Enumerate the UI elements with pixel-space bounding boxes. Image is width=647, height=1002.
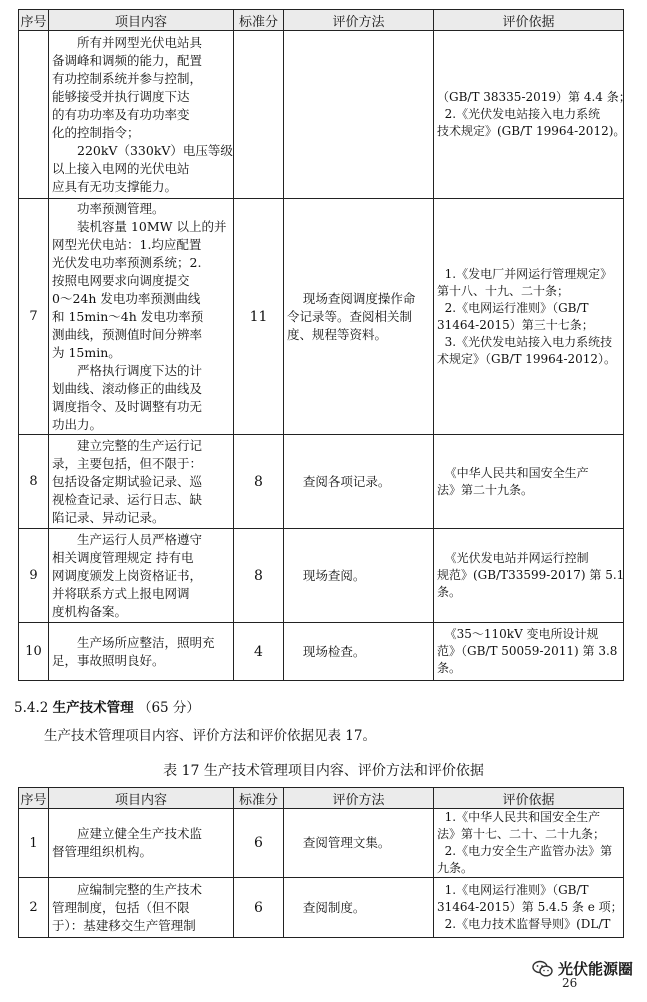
cell-basis [434,435,624,529]
table-row [19,529,624,623]
table-row [19,435,624,529]
content-line: 有功控制系统并参与控制， [52,70,203,86]
content-line: 备调峰和调频的能力，配置 [52,52,203,68]
cell-basis [434,199,624,435]
basis-line: 《35～110kV 变电所设计规 [437,627,599,641]
header-score: 标准分 [234,788,284,809]
content-line: 相关调度管理规定 持有电 [52,549,194,565]
content-line: 光伏发电功率预测系统；2. [52,254,202,270]
basis-line: 条。 [437,661,462,675]
content-line: 包括设备定期试验记录、巡 [52,473,203,489]
content-line: 划曲线、滚动修正的曲线及 [52,380,203,396]
cell-score [234,31,284,199]
cell-method [284,31,434,199]
content-line: 录，主要包括，但不限于： [52,455,203,471]
content-line: 功出力。 [52,416,103,432]
basis-line: 1.《中华人民共和国安全生产 [437,810,601,824]
content-line: 0～24h 发电功率预测曲线 [52,290,201,306]
table-row [19,878,624,938]
content-line: 视检查记录、运行日志、缺 [52,491,203,507]
table-header-row [19,10,624,31]
content-line: 应建立健全生产技术监 [77,826,203,841]
cell-method [284,809,434,878]
table-row [19,199,624,435]
content-line: 所有并网型光伏电站具 [77,34,203,50]
content-line: 管理制度，包括（但不限 [52,899,190,915]
cell-method [284,199,434,435]
method-line: 查阅制度。 [287,899,366,915]
basis-line: 31464-2015）第 5.4.5 条 e 项； [437,900,623,914]
basis-line: （GB/T 38335-2019）第 4.4 条； [437,90,631,104]
cell-no: 10 [19,623,49,681]
cell-score: 11 [234,199,284,435]
header-no: 序号 [19,10,49,31]
basis-line: 3.《光伏发电站接入电力系统技 [437,334,613,349]
header-method: 评价方法 [284,788,434,809]
content-line: 度机构备案。 [52,603,128,619]
content-line: 调度指令、及时调整有功无 [52,398,203,414]
basis-line: 2.《电力技术监督导则》(DL/T [437,917,611,931]
content-line: 化的控制指令； [52,124,140,140]
cell-content [49,31,234,199]
cell-score: 8 [234,435,284,529]
method-line: 令记录等。查阅相关制 [287,308,413,324]
basis-line: 范》（GB/T 50059-2011) 第 3.8 [437,644,618,658]
content-line: 220kV（330kV）电压等级 [77,142,233,158]
basis-line: 九条。 [437,861,474,875]
basis-line: 条。 [437,585,462,599]
cell-no: 1 [19,809,49,878]
cell-content [49,623,234,681]
table-header-row [19,788,624,809]
basis-line: 第十八、十九、二十条； [437,283,570,298]
content-line: 督管理组织机构。 [52,844,153,859]
content-line: 能够接受并执行调度下达 [52,88,190,104]
content-line: 足，事故照明良好。 [52,652,165,668]
method-line: 现场检查。 [287,643,366,659]
cell-score: 8 [234,529,284,623]
cell-content [49,809,234,878]
header-score: 标准分 [234,10,284,31]
cell-basis [434,623,624,681]
content-line: 功率预测管理。 [77,200,165,216]
cell-method [284,435,434,529]
basis-line: 法》第十七、二十、二十九条； [437,827,606,841]
header-method: 评价方法 [284,10,434,31]
evaluation-table-17 [18,787,624,938]
header-content: 项目内容 [49,788,234,809]
cell-basis [434,878,624,938]
content-line: 的有功功率及有功功率变 [52,106,190,122]
wechat-icon [532,960,554,978]
basis-line: 《光伏发电站并网运行控制 [437,551,589,565]
content-line: 为 15min。 [52,344,121,360]
section-heading [14,696,200,716]
basis-line: 1.《发电厂并网运行管理规定》 [437,266,613,281]
content-line: 建立完整的生产运行记 [77,437,203,453]
cell-no: 8 [19,435,49,529]
basis-line: 2.《光伏发电站接入电力系统 [437,107,601,121]
cell-no: 9 [19,529,49,623]
cell-content [49,435,234,529]
cell-basis [434,529,624,623]
cell-basis [434,809,624,878]
section-title: 生产技术管理 [52,700,134,716]
method-line: 查阅各项记录。 [287,473,391,489]
cell-no: 7 [19,199,49,435]
intro-paragraph: 生产技术管理项目内容、评价方法和评价依据见表 17。 [44,728,376,744]
method-line: 度、规程等资料。 [287,326,388,342]
content-line: 网型光伏电站：1.均应配置 [52,236,202,252]
cell-method [284,529,434,623]
content-line: 应具有无功支撑能力。 [52,178,178,194]
content-line: 网调度颁发上岗资格证书， [52,567,203,583]
table-row [19,809,624,878]
cell-content [49,199,234,435]
content-line: 装机容量 10MW 以上的并 [77,218,227,234]
content-line: 和 15min～4h 发电功率预 [52,308,204,324]
table-caption: 表 17 生产技术管理项目内容、评价方法和评价依据 [163,763,484,779]
content-line: 按照电网要求向调度提交 [52,272,190,288]
content-line: 并将联系方式上报电网调 [52,585,190,601]
section-score: （65 分） [137,700,200,716]
header-basis: 评价依据 [434,788,624,809]
watermark [532,958,633,979]
cell-score: 6 [234,809,284,878]
cell-score: 4 [234,623,284,681]
cell-content [49,878,234,938]
header-content: 项目内容 [49,10,234,31]
cell-method [284,878,434,938]
table-row [19,623,624,681]
method-line: 现场查阅。 [287,567,366,583]
basis-line: 技术规定》(GB/T 19964-2012)。 [437,124,626,138]
basis-line: 2.《电网运行准则》（GB/T [437,300,589,315]
cell-basis [434,31,631,199]
content-line: 陷记录、异动记录。 [52,509,165,525]
basis-line: 《中华人民共和国安全生产 [437,465,589,480]
content-line: 严格执行调度下达的计 [77,362,203,378]
basis-line: 规范》(GB/T33599-2017) 第 5.1 [437,568,625,582]
method-line: 现场查阅调度操作命 [287,290,416,306]
cell-method [284,623,434,681]
content-line: 于）：基建移交生产管理制 [52,917,196,933]
evaluation-table-16-continued [18,9,631,681]
content-line: 以上接入电网的光伏电站 [52,160,190,176]
cell-content [49,529,234,623]
content-line: 生产场所应整洁，照明充 [77,634,215,650]
basis-line: 术规定》（GB/T 19964-2012）。 [437,351,617,366]
watermark-text: 光伏能源圈 [557,960,633,978]
cell-score: 6 [234,878,284,938]
basis-line: 法》第二十九条。 [437,482,534,497]
header-no: 序号 [19,788,49,809]
content-line: 测曲线，预测值时间分辨率 [52,326,203,342]
cell-no [19,31,49,199]
basis-line: 1.《电网运行准则》（GB/T [437,883,589,897]
header-basis: 评价依据 [434,10,624,31]
section-number: 5.4.2 [14,700,49,716]
basis-line: 31464-2015）第三十七条； [437,317,594,332]
cell-no: 2 [19,878,49,938]
table-row [19,31,624,199]
page-number: 26 [562,976,578,990]
content-line: 生产运行人员严格遵守 [77,531,203,547]
content-line: 应编制完整的生产技术 [77,881,203,897]
method-line: 查阅管理文集。 [287,835,391,850]
basis-line: 2.《电力安全生产监管办法》第 [437,844,613,858]
